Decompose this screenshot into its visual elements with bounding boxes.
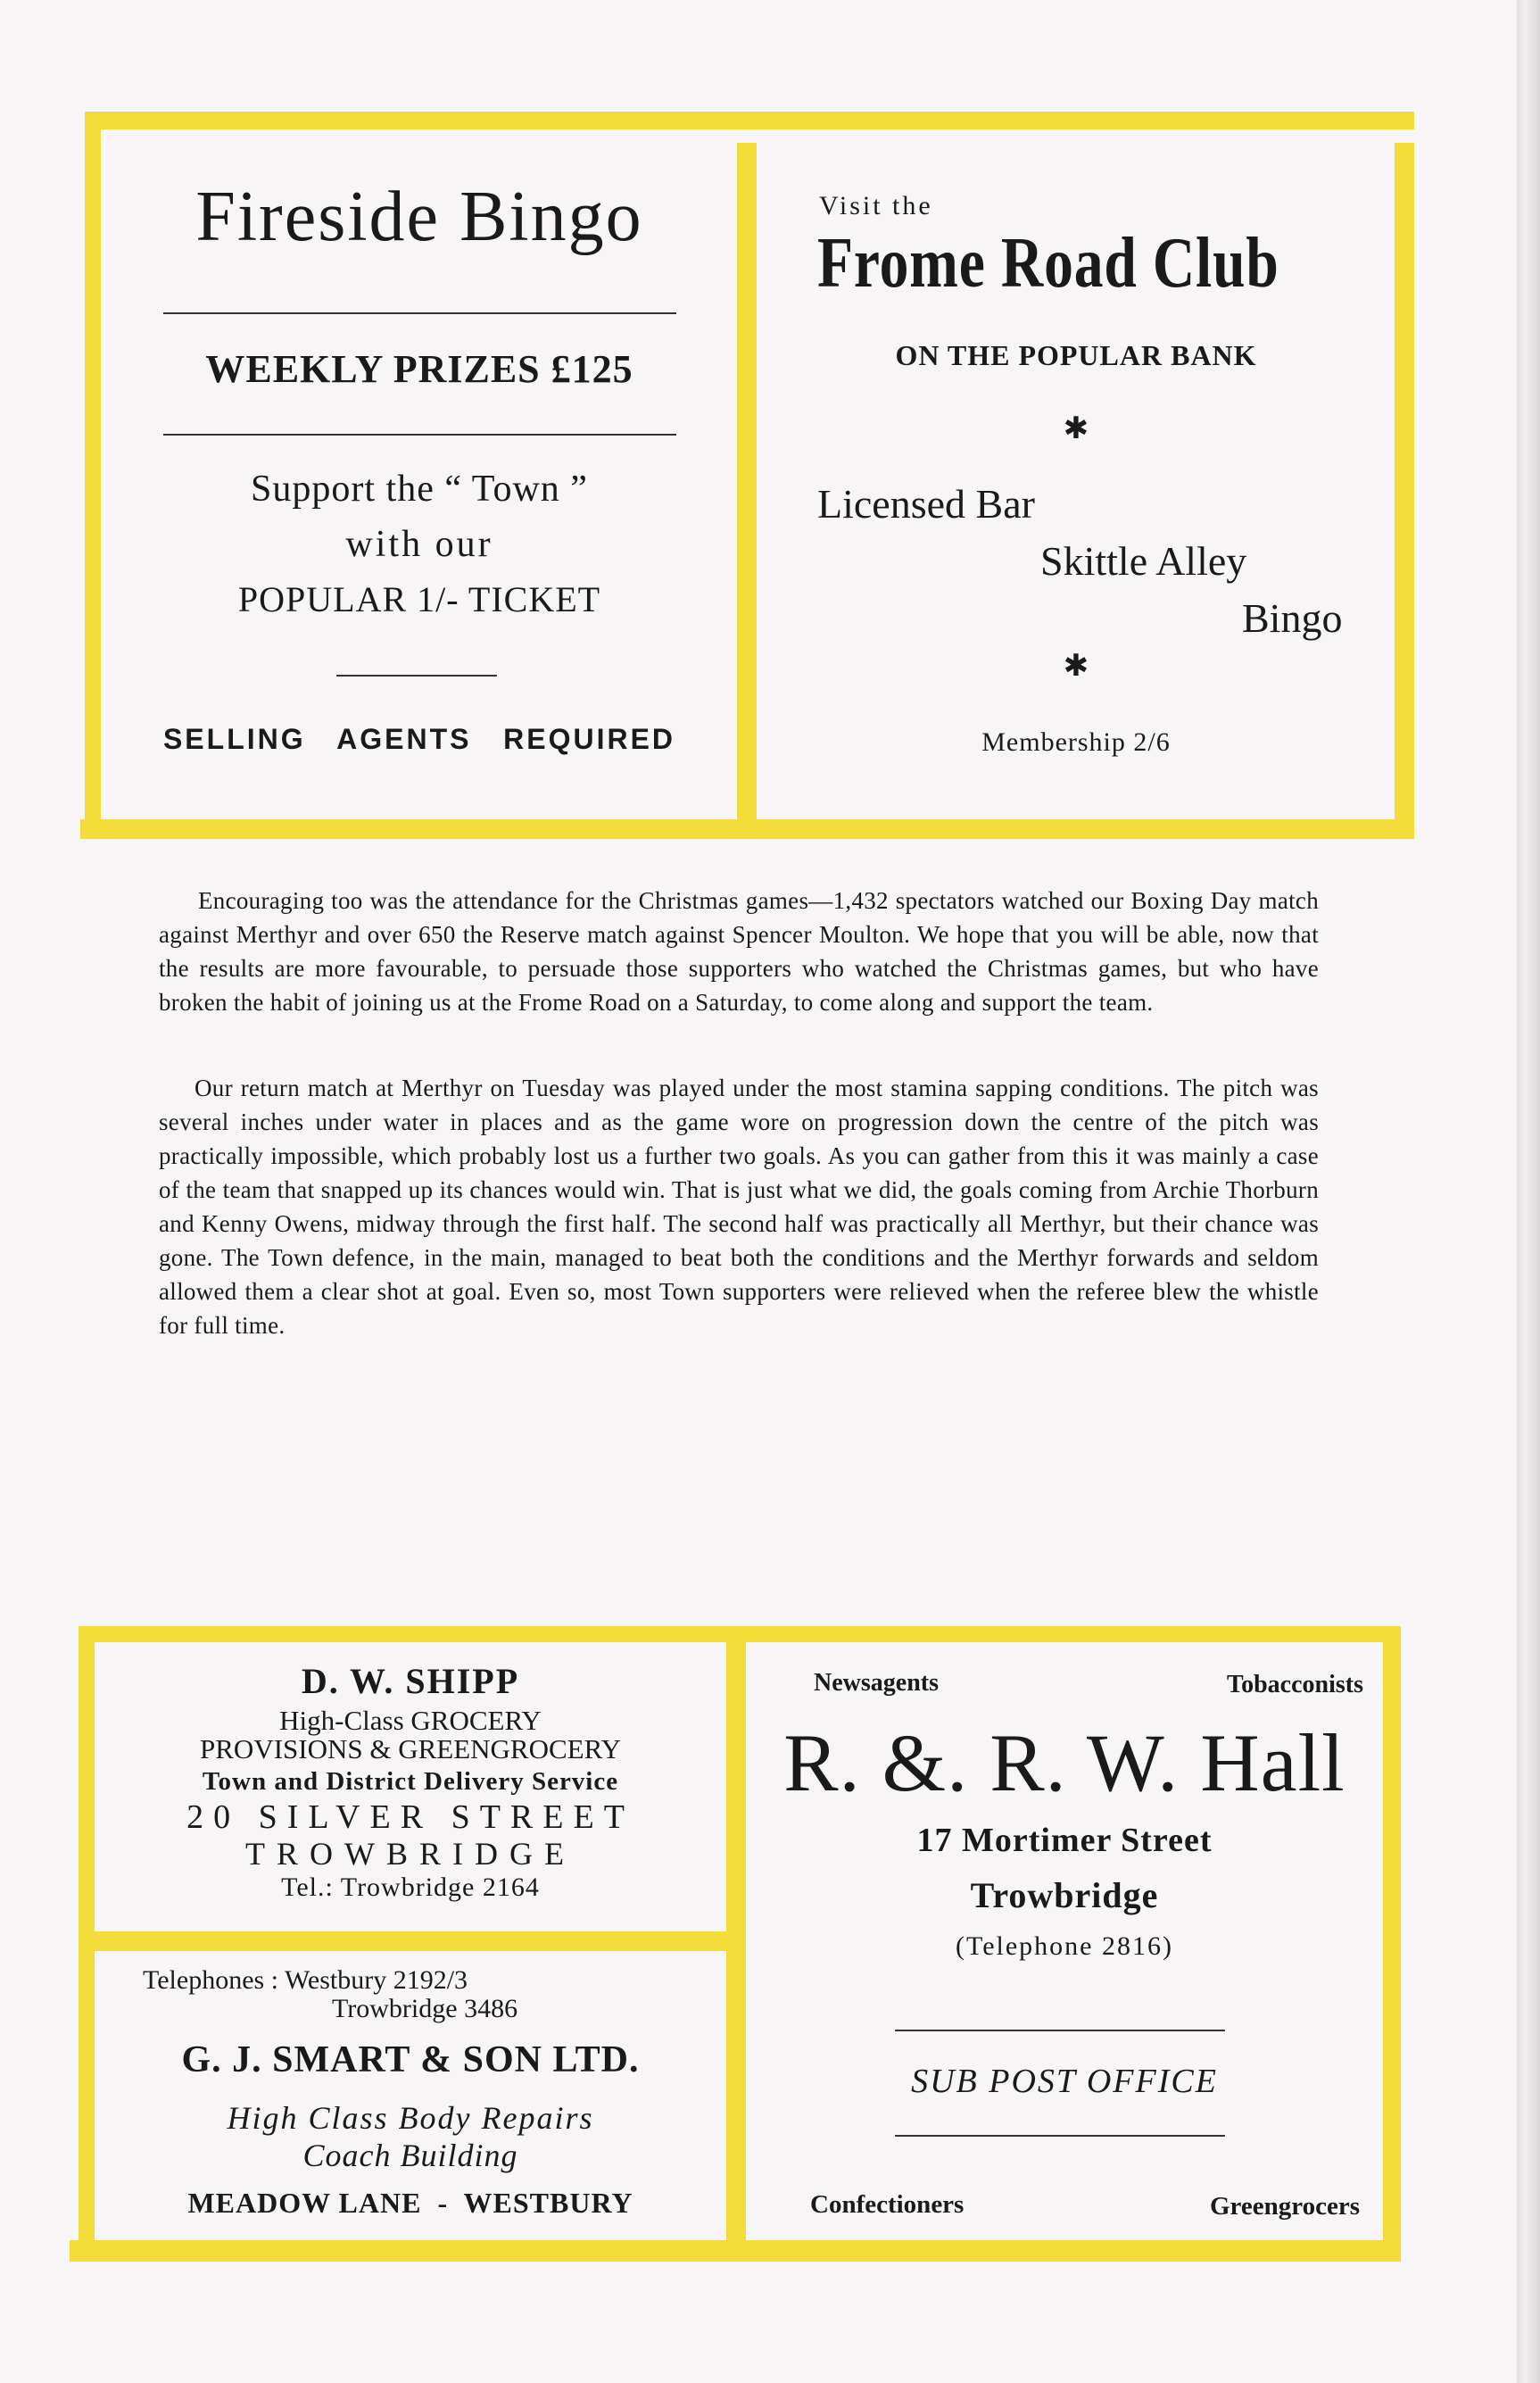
bingo-rule-2: [163, 434, 676, 436]
shipp-line-1: High-Class GROCERY: [279, 1705, 542, 1736]
bottom-frame-bottom: [70, 2240, 1401, 2262]
hall-greengrocers: Greengrocers: [1209, 2192, 1360, 2221]
top-frame-top: [85, 112, 1414, 129]
bingo-support-line-1: Support the “ Town ”: [251, 469, 588, 510]
article: [159, 884, 1319, 1342]
article-paragraph-2: Our return match at Merthyr on Tuesday was played under the most stamina sapping conditions. The pitch was several inches under water in places and as the game wore on progression down the centre of the pitch was practically impossible, which probably lost us a further two goals. As you can gather from this it was mainly a case of the team that snapped up its chances would win. That is just what we did, the goals coming from Archie Thorburn and Kenny Owens, midway through the first half. The second half was practically all Merthyr, but their chance was gone. The Town defence, in the main, managed to beat both the conditions and the Merthyr forwards and seldom allowed them a clear shot at goal. Even so, most Town supporters were relieved when the referee blew the whistle for full time.: [159, 1075, 1319, 1339]
hall-town: Trowbridge: [970, 1875, 1159, 1915]
bingo-support-line-2: with our: [345, 524, 493, 565]
top-frame-bottom: [80, 819, 1414, 839]
club-advert: [758, 134, 1394, 817]
club-membership: Membership 2/6: [981, 727, 1171, 757]
bottom-frame-divider: [726, 1642, 746, 2242]
hall-rule-1: [895, 2030, 1225, 2031]
shipp-tel: Tel.: Trowbridge 2164: [281, 1872, 540, 1902]
hall-advert: [748, 1644, 1381, 2238]
article-paragraph-1: Encouraging too was the attendance for the Christmas games—1,432 spectators watched our Boxing Day match against Merthyr and over 650 the Reserve match against Spencer Moulton. We hope that you will be able, now that the results are more favourable, to persuade those supporters who watched the Christmas games, but who have broken the habit of joining us at the Frome Road on a Saturday, to come along and support the team.: [159, 887, 1319, 1016]
smart-line-1: High Class Body Repairs: [227, 2100, 594, 2136]
bingo-support-line-3: POPULAR 1/- TICKET: [237, 579, 601, 619]
shipp-name: D. W. SHIPP: [301, 1661, 520, 1701]
smart-advert: [96, 1953, 724, 2238]
club-visit: Visit the: [819, 191, 933, 220]
hall-confectioners: Confectioners: [810, 2190, 965, 2219]
smart-name: G. J. SMART & SON LTD.: [181, 2039, 640, 2080]
bottom-frame-left: [79, 1642, 95, 2242]
shipp-line-2: PROVISIONS & GREENGROCERY: [200, 1733, 621, 1764]
bingo-title: Fireside Bingo: [195, 178, 643, 256]
smart-address: MEADOW LANE - WESTBURY: [187, 2187, 633, 2219]
shipp-line-4: 20 SILVER STREET: [186, 1798, 634, 1836]
bingo-agents: SELLING AGENTS REQUIRED: [162, 723, 676, 755]
club-item-licensed-bar: Licensed Bar: [817, 481, 1035, 527]
bingo-prizes: WEEKLY PRIZES £125: [205, 347, 633, 391]
smart-telephones: Telephones : Westbury 2192/3: [143, 1965, 468, 1995]
hall-rule-2: [895, 2135, 1225, 2137]
bottom-frame-top: [79, 1626, 1401, 1642]
bottom-left-split: [95, 1931, 726, 1951]
hall-name: R. &. R. W. Hall: [783, 1717, 1345, 1808]
shipp-line-3: Town and District Delivery Service: [202, 1767, 619, 1796]
bingo-rule-3: [336, 675, 497, 677]
club-subtitle: ON THE POPULAR BANK: [895, 339, 1257, 371]
bottom-frame-right: [1383, 1642, 1401, 2242]
club-item-skittle-alley: Skittle Alley: [1040, 538, 1247, 584]
hall-telephone: (Telephone 2816): [956, 1931, 1173, 1961]
hall-street: 17 Mortimer Street: [916, 1822, 1213, 1859]
hall-tobacconists: Tobacconists: [1226, 1671, 1363, 1698]
hall-post-office: SUB POST OFFICE: [911, 2063, 1218, 2100]
smart-line-2: Coach Building: [302, 2138, 518, 2173]
top-frame-left: [85, 129, 101, 821]
hall-newsagents: Newsagents: [814, 1669, 939, 1697]
shipp-line-5: TROWBRIDGE: [245, 1836, 575, 1872]
top-frame-divider: [737, 143, 757, 821]
bingo-advert: [103, 134, 736, 817]
bingo-rule-1: [163, 312, 676, 314]
smart-telephone-2: Trowbridge 3486: [332, 1994, 518, 2023]
shipp-advert: [96, 1644, 724, 1930]
club-item-bingo: Bingo: [1242, 595, 1343, 641]
asterisk-icon: ✱: [1063, 411, 1089, 445]
asterisk-icon-2: ✱: [1063, 649, 1089, 683]
club-title: Frome Road Club: [817, 224, 1279, 303]
top-frame-right: [1395, 143, 1414, 821]
page-edge: [1517, 0, 1540, 2383]
